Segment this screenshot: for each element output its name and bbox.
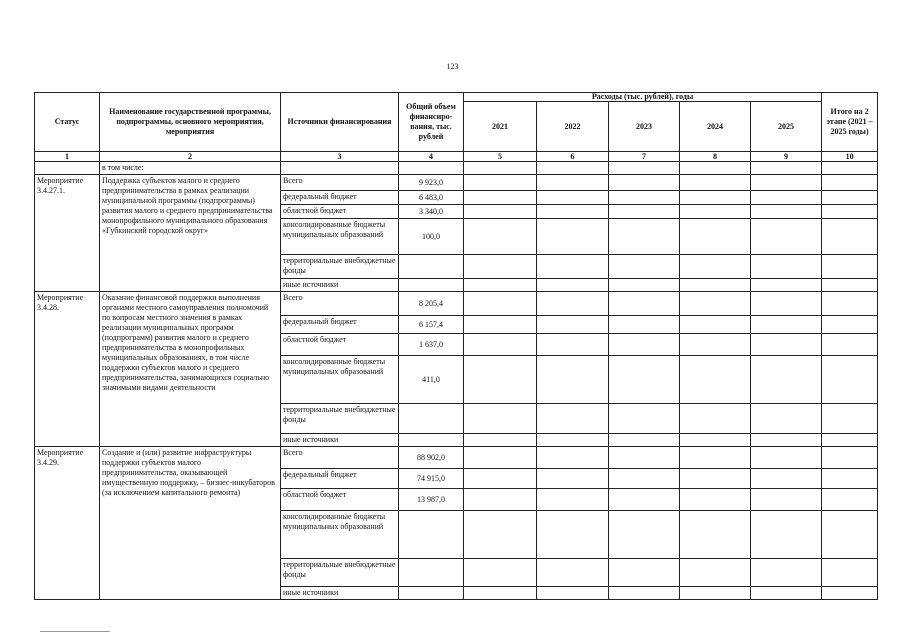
column-number: 7: [609, 152, 680, 162]
source-territorial: территориальные внебюджетные фонды: [281, 559, 399, 587]
column-number: 1: [35, 152, 100, 162]
intro-text: в том числе:: [100, 162, 281, 175]
source-consolidated: консолидированные бюджеты муниципальных образований: [281, 511, 399, 559]
source-territorial: территориальные внебюджетные фонды: [281, 255, 399, 279]
measure-status: Мероприятие 3.4.28.: [35, 292, 100, 447]
column-number: 5: [464, 152, 537, 162]
header-year-2022: 2022: [537, 102, 609, 152]
header-year-2024: 2024: [680, 102, 751, 152]
value-territorial: [399, 255, 464, 279]
value-federal: 74 915,0: [399, 469, 464, 489]
header-total: Общий объем финансиро-вания, тыс. рублей: [399, 93, 464, 152]
page-bottom-line: [40, 631, 110, 632]
value-territorial: [399, 404, 464, 434]
header-sources: Источники финансирования: [281, 93, 399, 152]
source-territorial: территориальные внебюджетные фонды: [281, 404, 399, 434]
value-consolidated: 411,0: [399, 356, 464, 404]
value-consolidated: 100,0: [399, 219, 464, 255]
page-number: 123: [446, 62, 459, 71]
source-all: Всего: [281, 292, 399, 316]
header-expenses: Расходы (тыс. рублей), годы: [464, 93, 822, 102]
value-other: [399, 279, 464, 292]
measure-name: Поддержка субъектов малого и среднего предпринимательства в рамках реализации муниципальной программы (подпрограммы) развития малого и среднего предпринимательства монопрофильного муниципального образования «Губкинский городской округ»: [100, 175, 281, 292]
financing-table: [34, 92, 878, 600]
header-year-2021: 2021: [464, 102, 537, 152]
header-status: Статус: [35, 93, 100, 152]
value-territorial: [399, 559, 464, 587]
source-regional: областной бюджет: [281, 489, 399, 511]
source-federal: федеральный бюджет: [281, 191, 399, 205]
source-consolidated: консолидированные бюджеты муниципальных образований: [281, 219, 399, 255]
header-itogo: Итого на 2 этапе (2021 – 2025 годы): [822, 93, 878, 152]
column-number: 8: [680, 152, 751, 162]
column-number: 10: [822, 152, 878, 162]
source-all: Всего: [281, 447, 399, 469]
source-other: иные источники: [281, 434, 399, 447]
source-all: Всего: [281, 175, 399, 191]
header-name: Наименование государственной программы, подпрограммы, основного мероприятия, мероприятия: [100, 93, 281, 152]
column-number: 9: [751, 152, 822, 162]
column-number: 6: [537, 152, 609, 162]
value-federal: 6 157,4: [399, 316, 464, 334]
value-other: [399, 434, 464, 447]
value-federal: 6 483,0: [399, 191, 464, 205]
source-other: иные источники: [281, 279, 399, 292]
header-year-2025: 2025: [751, 102, 822, 152]
source-federal: федеральный бюджет: [281, 469, 399, 489]
column-number: 3: [281, 152, 399, 162]
intro-row: [35, 162, 878, 175]
column-number-row: [35, 152, 878, 162]
table-row: [35, 447, 878, 469]
source-federal: федеральный бюджет: [281, 316, 399, 334]
value-regional: 3 340,0: [399, 205, 464, 219]
column-number: 4: [399, 152, 464, 162]
source-regional: областной бюджет: [281, 205, 399, 219]
value-other: [399, 587, 464, 600]
source-other: иные источники: [281, 587, 399, 600]
source-consolidated: консолидированные бюджеты муниципальных образований: [281, 356, 399, 404]
value-regional: 1 637,0: [399, 334, 464, 356]
measure-name: Создание и (или) развитие инфраструктуры поддержки субъектов малого предпринимательства, оказывающей имущественную поддержку, – бизнес-инкубаторов (за исключением капитального ремонта): [100, 447, 281, 600]
table-row: [35, 292, 878, 316]
source-regional: областной бюджет: [281, 334, 399, 356]
value-all: 88 902,0: [399, 447, 464, 469]
header-year-2023: 2023: [609, 102, 680, 152]
value-all: 9 923,0: [399, 175, 464, 191]
value-consolidated: [399, 511, 464, 559]
measure-status: Мероприятие 3.4.29.: [35, 447, 100, 600]
column-number: 2: [100, 152, 281, 162]
table-row: [35, 175, 878, 191]
measure-status: Мероприятие 3.4.27.1.: [35, 175, 100, 292]
measure-name: Оказание финансовой поддержки выполнения органами местного самоуправления полномочий по вопросам местного значения в рамках реализации муниципальных программ (подпрограмм) развития малого и среднего предпринимательства в монопрофильных муниципальных образованиях, в том числе поддержки субъектов малого и среднего предпринимательства, занимающихся социально значимыми видами деятельности: [100, 292, 281, 447]
value-all: 8 205,4: [399, 292, 464, 316]
value-regional: 13 987,0: [399, 489, 464, 511]
